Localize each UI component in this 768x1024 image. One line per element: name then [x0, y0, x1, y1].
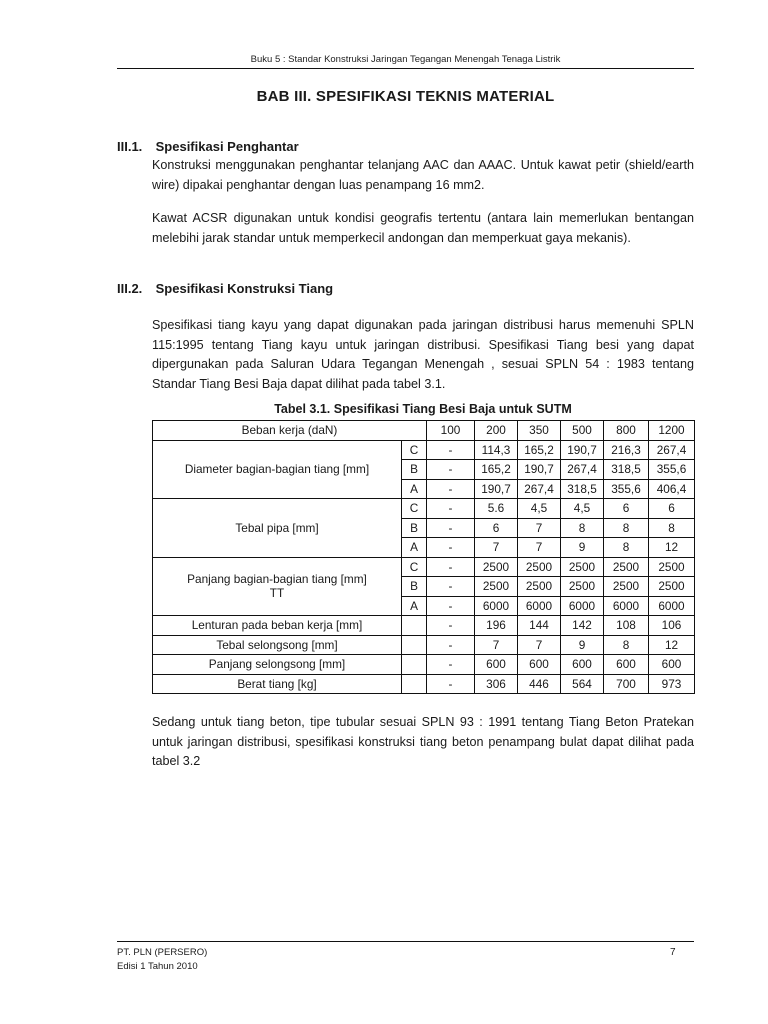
- part-cell: A: [402, 538, 427, 558]
- value-cell: -: [427, 577, 475, 597]
- spec-table: [152, 420, 695, 694]
- part-cell: C: [402, 557, 427, 577]
- value-cell: 318,5: [561, 479, 604, 499]
- value-cell: 165,2: [518, 440, 561, 460]
- value-cell: -: [427, 538, 475, 558]
- part-cell: C: [402, 440, 427, 460]
- load-cell: 500: [561, 421, 604, 441]
- value-cell: -: [427, 635, 475, 655]
- section-title: Spesifikasi Konstruksi Tiang: [155, 281, 334, 296]
- value-cell: 600: [649, 655, 695, 675]
- value-cell: 2500: [475, 557, 518, 577]
- value-cell: 267,4: [518, 479, 561, 499]
- value-cell: 2500: [561, 557, 604, 577]
- value-cell: 108: [604, 616, 649, 636]
- value-cell: -: [427, 440, 475, 460]
- section-number: III.1.: [117, 139, 143, 154]
- value-cell: -: [427, 479, 475, 499]
- value-cell: 700: [604, 674, 649, 694]
- value-cell: 318,5: [604, 460, 649, 480]
- value-cell: -: [427, 596, 475, 616]
- row-label-berat-tiang: Berat tiang [kg]: [153, 674, 402, 694]
- value-cell: 600: [475, 655, 518, 675]
- value-cell: 6000: [561, 596, 604, 616]
- part-cell: B: [402, 577, 427, 597]
- value-cell: 355,6: [649, 460, 695, 480]
- paragraph-tiang: Spesifikasi tiang kayu yang dapat digunakan pada jaringan distribusi harus memenuhi SPLN 115:1995 tentang Tiang kayu untuk jaringan distribusi. Spesifikasi Tiang besi yang dapat dipergunakan pada Saluran Udara Tegangan Menengah , sesuai SPLN 54 : 1983 tentang Standar Tiang Besi Baja dapat dilihat pada tabel 3.1.: [152, 318, 694, 391]
- table-row: [153, 655, 695, 675]
- footer-edition: Edisi 1 Tahun 2010: [117, 961, 198, 972]
- table-row: [153, 499, 695, 519]
- value-cell: 8: [604, 635, 649, 655]
- value-cell: 973: [649, 674, 695, 694]
- value-cell: -: [427, 655, 475, 675]
- paragraph-penghantar-1: Konstruksi menggunakan penghantar telanjang AAC dan AAAC. Untuk kawat petir (shield/earth wire) dipakai penghantar dengan luas penampang 16 mm2.: [152, 158, 694, 192]
- value-cell: -: [427, 460, 475, 480]
- value-cell: 600: [518, 655, 561, 675]
- table-row: [153, 557, 695, 577]
- value-cell: 6: [604, 499, 649, 519]
- value-cell: 7: [518, 635, 561, 655]
- value-cell: 6000: [518, 596, 561, 616]
- part-cell-empty: [402, 674, 427, 694]
- value-cell: 8: [604, 538, 649, 558]
- value-cell: -: [427, 557, 475, 577]
- value-cell: 6000: [475, 596, 518, 616]
- value-cell: 7: [518, 518, 561, 538]
- load-cell: 100: [427, 421, 475, 441]
- value-cell: 2500: [518, 557, 561, 577]
- value-cell: 6: [649, 499, 695, 519]
- value-cell: 6000: [649, 596, 695, 616]
- value-cell: 2500: [475, 577, 518, 597]
- value-cell: 355,6: [604, 479, 649, 499]
- part-cell-empty: [402, 616, 427, 636]
- value-cell: 6: [475, 518, 518, 538]
- value-cell: 2500: [604, 577, 649, 597]
- value-cell: 8: [561, 518, 604, 538]
- value-cell: 142: [561, 616, 604, 636]
- row-label-panjang-bagian: [153, 557, 402, 616]
- row-label-lenturan: Lenturan pada beban kerja [mm]: [153, 616, 402, 636]
- header-label: Beban kerja (daN): [153, 421, 427, 441]
- value-cell: 306: [475, 674, 518, 694]
- row-label-line: TT: [269, 586, 285, 601]
- part-cell: C: [402, 499, 427, 519]
- value-cell: 4,5: [561, 499, 604, 519]
- value-cell: 190,7: [561, 440, 604, 460]
- value-cell: 267,4: [649, 440, 695, 460]
- value-cell: -: [427, 616, 475, 636]
- part-cell-empty: [402, 635, 427, 655]
- running-header: Buku 5 : Standar Konstruksi Jaringan Tegangan Menengah Tenaga Listrik: [250, 54, 561, 65]
- value-cell: 144: [518, 616, 561, 636]
- value-cell: 7: [518, 538, 561, 558]
- value-cell: 196: [475, 616, 518, 636]
- value-cell: 600: [561, 655, 604, 675]
- row-label-tebal-pipa: Tebal pipa [mm]: [153, 499, 402, 558]
- chapter-title: BAB III. SPESIFIKASI TEKNIS MATERIAL: [256, 88, 555, 105]
- value-cell: 9: [561, 538, 604, 558]
- value-cell: 8: [604, 518, 649, 538]
- footer-organization: PT. PLN (PERSERO): [117, 947, 208, 958]
- value-cell: 600: [604, 655, 649, 675]
- value-cell: 12: [649, 538, 695, 558]
- value-cell: 406,4: [649, 479, 695, 499]
- value-cell: 7: [475, 538, 518, 558]
- paragraph-tiang-beton: Sedang untuk tiang beton, tipe tubular sesuai SPLN 93 : 1991 tentang Tiang Beton Pratekan untuk jaringan distribusi, spesifikasi konstruksi tiang beton penampang bulat dapat dilihat pada tabel 3.2: [152, 715, 694, 768]
- section-heading-tiang: [117, 281, 333, 296]
- table-header-row: [153, 421, 695, 441]
- value-cell: 564: [561, 674, 604, 694]
- value-cell: 8: [649, 518, 695, 538]
- part-cell-empty: [402, 655, 427, 675]
- value-cell: 5.6: [475, 499, 518, 519]
- paragraph-penghantar-2: Kawat ACSR digunakan untuk kondisi geografis tertentu (antara lain memerlukan bentangan melebihi jarak standar untuk memperkecil andongan dan memperkuat gaya mekanis).: [152, 211, 694, 245]
- page-number: 7: [670, 947, 676, 958]
- part-cell: B: [402, 518, 427, 538]
- part-cell: A: [402, 479, 427, 499]
- row-label-panjang-selongsong: Panjang selongsong [mm]: [153, 655, 402, 675]
- value-cell: 2500: [649, 577, 695, 597]
- value-cell: 190,7: [518, 460, 561, 480]
- value-cell: 114,3: [475, 440, 518, 460]
- value-cell: 2500: [561, 577, 604, 597]
- row-label-tebal-selongsong: Tebal selongsong [mm]: [153, 635, 402, 655]
- value-cell: -: [427, 499, 475, 519]
- value-cell: 446: [518, 674, 561, 694]
- load-cell: 200: [475, 421, 518, 441]
- value-cell: 106: [649, 616, 695, 636]
- section-title: Spesifikasi Penghantar: [155, 139, 299, 154]
- table-row: [153, 674, 695, 694]
- value-cell: 4,5: [518, 499, 561, 519]
- value-cell: 6000: [604, 596, 649, 616]
- table-row: [153, 635, 695, 655]
- value-cell: 267,4: [561, 460, 604, 480]
- load-cell: 800: [604, 421, 649, 441]
- value-cell: 216,3: [604, 440, 649, 460]
- table-caption: Tabel 3.1. Spesifikasi Tiang Besi Baja untuk SUTM: [274, 402, 572, 416]
- section-heading-penghantar: [117, 139, 299, 154]
- value-cell: 165,2: [475, 460, 518, 480]
- value-cell: 12: [649, 635, 695, 655]
- load-cell: 350: [518, 421, 561, 441]
- value-cell: 2500: [649, 557, 695, 577]
- value-cell: -: [427, 674, 475, 694]
- table-row: [153, 440, 695, 460]
- section-number: III.2.: [117, 281, 143, 296]
- footer-rule: [117, 941, 694, 942]
- value-cell: 190,7: [475, 479, 518, 499]
- value-cell: 2500: [518, 577, 561, 597]
- load-cell: 1200: [649, 421, 695, 441]
- row-label-diameter: Diameter bagian-bagian tiang [mm]: [153, 440, 402, 499]
- table-row: [153, 616, 695, 636]
- value-cell: 2500: [604, 557, 649, 577]
- value-cell: -: [427, 518, 475, 538]
- value-cell: 9: [561, 635, 604, 655]
- part-cell: B: [402, 460, 427, 480]
- row-label-line: Panjang bagian-bagian tiang [mm]: [187, 572, 367, 587]
- part-cell: A: [402, 596, 427, 616]
- header-rule: [117, 68, 694, 69]
- value-cell: 7: [475, 635, 518, 655]
